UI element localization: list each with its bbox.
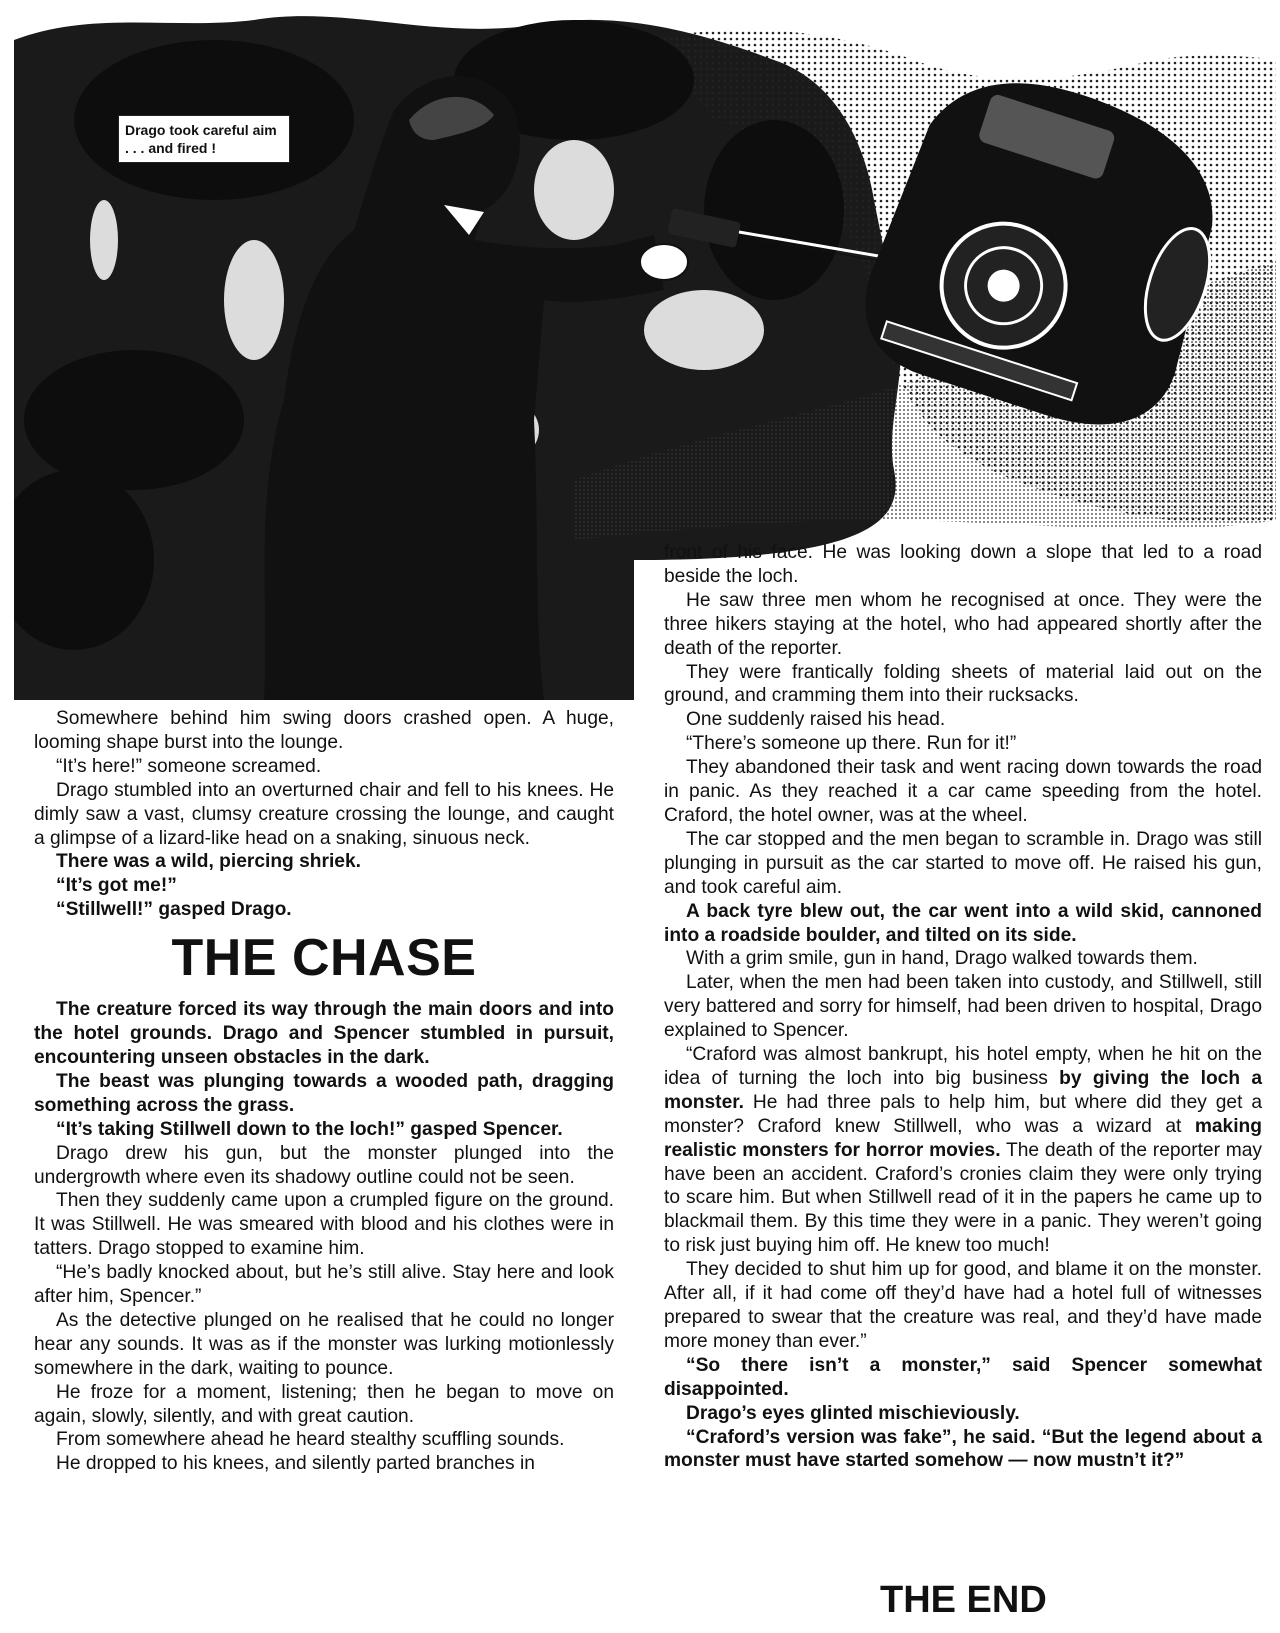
emphasis-run: making realistic monsters for horror movies. [664, 1115, 1262, 1161]
paragraph: He saw three men whom he recognised at once. They were the three hikers staying at the hotel, who had appeared shortly after the death of the reporter. [664, 589, 1262, 659]
paragraph: As the detective plunged on he realised that he could no longer hear any sounds. It was as if the monster was lurking motionlessly somewhere in the dark, waiting to pounce. [34, 1309, 614, 1379]
text-run: “Craford was almost bankrupt, his hotel empty, when he hit on the idea of turning the loch into big business [664, 1044, 1262, 1089]
paragraph: A back tyre blew out, the car went into a wild skid, cannoned into a roadside boulder, and tilted on its side. [664, 900, 1262, 946]
paragraph: They abandoned their task and went racing down towards the road in panic. As they reached it a car came speeding from the hotel. Craford, the hotel owner, was at the wheel. [664, 757, 1262, 826]
chapter-heading: THE CHASE [171, 929, 477, 988]
paragraph: Later, when the men had been taken into custody, and Stillwell, still very battered and sorry for himself, had been driven to hospital, Drago explained to Spencer. [664, 972, 1262, 1042]
paragraph: “So there isn’t a monster,” said Spencer somewhat disappointed. [664, 1354, 1262, 1400]
paragraph: One suddenly raised his head. [686, 709, 946, 731]
text-run: The death of the reporter may have been an accident. Craford’s cronies claim they were only trying to scare him. But when Stillwell read of it in the papers he came up to blackmail them. By this time they were in a panic. They weren’t going to risk just buying him off. He knew too much! [664, 1139, 1263, 1257]
paragraph: From somewhere ahead he heard stealthy scuffling sounds. [56, 1429, 565, 1451]
panel-caption: Drago took careful aim . . . and fired ! [118, 115, 290, 163]
paragraph: Drago stumbled into an overturned chair and fell to his knees. He dimly saw a vast, clumsy creature crossing the lounge, and caught a glimpse of a lizard-like head on a snaking, sinuous neck. [34, 779, 614, 849]
paragraph: Then they suddenly came upon a crumpled figure on the ground. It was Stillwell. He was smeared with blood and his clothes were in tatters. Drago stopped to examine him. [34, 1190, 614, 1260]
paragraph: They decided to shut him up for good, and blame it on the monster. After all, if it had come off they’d have had a hotel full of witnesses prepared to swear that the creature was real, and they’d have made more money than ever.” [664, 1259, 1262, 1352]
paragraph: He dropped to his knees, and silently parted branches in [56, 1453, 535, 1475]
paragraph: front of his face. He was looking down a slope that led to a road beside the loch. [664, 542, 1262, 587]
paragraph: The creature forced its way through the main doors and into the hotel grounds. Drago and Spencer stumbled in pursuit, encountering unseen obstacles in the dark. [34, 999, 614, 1068]
paragraph: Somewhere behind him swing doors crashed open. A huge, looming shape burst into the lounge. [34, 708, 614, 753]
paragraph: He froze for a moment, listening; then he began to move on again, slowly, silently, and with great caution. [34, 1381, 614, 1427]
paragraph: The car stopped and the men began to scramble in. Drago was still plunging in pursuit as the car started to move off. He raised his gun, and took careful aim. [664, 828, 1262, 898]
paragraph [664, 1043, 1262, 1258]
paragraph: “It’s taking Stillwell down to the loch!” gasped Spencer. [56, 1118, 563, 1140]
text-run: He had three pals to help him, but where did they get a monster? Craford knew Stillwell, who was a wizard at [664, 1091, 1262, 1137]
paragraph: “Craford’s version was fake”, he said. “But the legend about a monster must have started somehow — now mustn’t it?” [664, 1426, 1262, 1472]
right-text-column [664, 541, 1262, 1473]
paragraph: The beast was plunging towards a wooded path, dragging something across the grass. [34, 1070, 614, 1116]
paragraph: Drago drew his gun, but the monster plunged into the undergrowth where even its shadowy outline could not be seen. [34, 1142, 614, 1188]
left-text-column [34, 707, 614, 1476]
paragraph: With a grim smile, gun in hand, Drago walked towards them. [686, 948, 1198, 970]
paragraph: “He’s badly knocked about, but he’s still alive. Stay here and look after him, Spencer.” [34, 1262, 614, 1308]
emphasis-run: by giving the loch a monster. [664, 1067, 1262, 1113]
paragraph: “Stillwell!” gasped Drago. [56, 899, 292, 921]
the-end-heading: THE END [880, 1579, 1047, 1621]
paragraph: There was a wild, piercing shriek. [56, 851, 361, 873]
paragraph: “It’s here!” someone screamed. [56, 755, 322, 777]
paragraph: They were frantically folding sheets of material laid out on the ground, and cramming them into their rucksacks. [664, 661, 1262, 707]
paragraph: “It’s got me!” [56, 875, 177, 897]
paragraph: Drago’s eyes glinted mischieviously. [686, 1402, 1020, 1424]
paragraph: “There’s someone up there. Run for it!” [686, 733, 1017, 755]
